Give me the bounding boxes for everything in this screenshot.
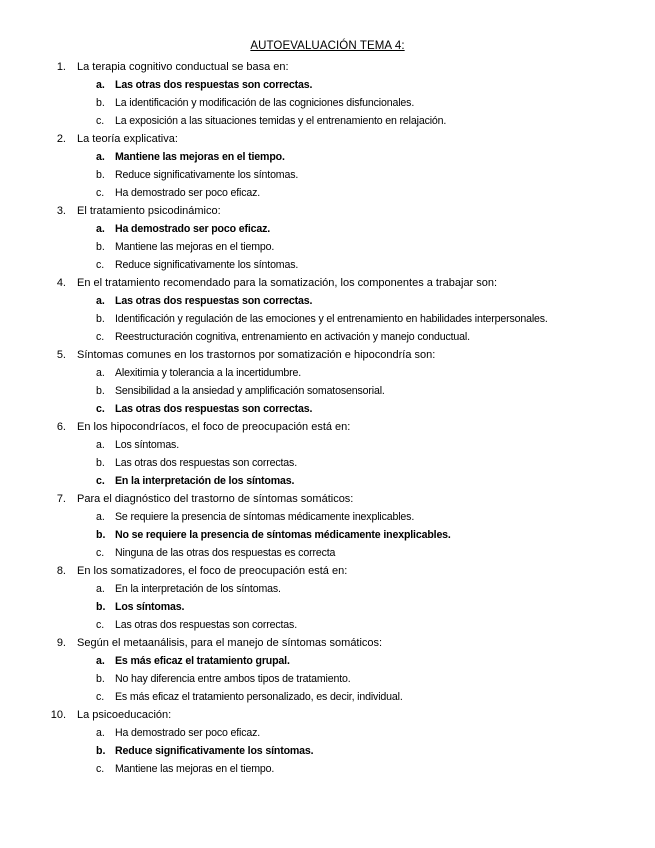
- option-text: Ninguna de las otras dos respuestas es correcta: [115, 547, 336, 559]
- answer-option: [0, 544, 655, 562]
- option-letter: c.: [96, 763, 105, 775]
- answer-option: [0, 382, 655, 400]
- page-title: AUTOEVALUACIÓN TEMA 4:: [250, 40, 405, 52]
- option-letter: a.: [96, 583, 105, 595]
- option-letter: a.: [96, 439, 105, 451]
- option-letter: a.: [96, 79, 105, 91]
- question-6: [0, 418, 655, 490]
- question-4: [0, 274, 655, 346]
- option-text: Ha demostrado ser poco eficaz.: [115, 727, 261, 739]
- option-text: No hay diferencia entre ambos tipos de tratamiento.: [115, 673, 351, 685]
- question-number: 10.: [50, 709, 66, 721]
- question-number: 4.: [56, 277, 66, 289]
- option-letter: b.: [96, 313, 105, 325]
- question-number: 1.: [56, 61, 66, 73]
- answer-option: [0, 166, 655, 184]
- answer-option-correct: [0, 220, 655, 238]
- option-letter: c.: [96, 475, 105, 487]
- question-text: Para el diagnóstico del trastorno de síntomas somáticos:: [77, 493, 354, 505]
- answer-option-correct: [0, 76, 655, 94]
- option-text: Ha demostrado ser poco eficaz.: [115, 187, 261, 199]
- question-text: En los hipocondríacos, el foco de preocupación está en:: [77, 421, 351, 433]
- option-text: Las otras dos respuestas son correctas.: [115, 403, 313, 415]
- question-9: [0, 634, 655, 706]
- answer-option: [0, 760, 655, 778]
- option-letter: c.: [96, 331, 105, 343]
- option-letter: c.: [96, 187, 105, 199]
- question-number: 7.: [56, 493, 66, 505]
- option-letter: b.: [96, 673, 105, 685]
- question-line: [0, 562, 655, 580]
- question-number: 9.: [56, 637, 66, 649]
- option-text: Se requiere la presencia de síntomas médicamente inexplicables.: [115, 511, 415, 523]
- answer-option: [0, 184, 655, 202]
- option-text: Las otras dos respuestas son correctas.: [115, 79, 313, 91]
- question-1: [0, 58, 655, 130]
- option-letter: c.: [96, 115, 105, 127]
- option-letter: a.: [96, 655, 105, 667]
- option-letter: c.: [96, 259, 105, 271]
- question-text: Según el metaanálisis, para el manejo de síntomas somáticos:: [77, 637, 383, 649]
- answer-option: [0, 580, 655, 598]
- answer-option-correct: [0, 652, 655, 670]
- option-text: No se requiere la presencia de síntomas médicamente inexplicables.: [115, 529, 451, 541]
- answer-option: [0, 310, 655, 328]
- option-letter: c.: [96, 691, 105, 703]
- answer-option: [0, 328, 655, 346]
- option-text: Es más eficaz el tratamiento grupal.: [115, 655, 290, 667]
- option-letter: a.: [96, 367, 105, 379]
- question-line: [0, 418, 655, 436]
- question-line: [0, 346, 655, 364]
- answer-option: [0, 364, 655, 382]
- option-text: Reduce significativamente los síntomas.: [115, 259, 299, 271]
- answer-option: [0, 688, 655, 706]
- answer-option: [0, 508, 655, 526]
- question-text: El tratamiento psicodinámico:: [77, 205, 221, 217]
- question-line: [0, 202, 655, 220]
- answer-option: [0, 94, 655, 112]
- answer-option: [0, 616, 655, 634]
- question-number: 3.: [56, 205, 66, 217]
- option-text: Es más eficaz el tratamiento personalizado, es decir, individual.: [115, 691, 403, 703]
- question-line: [0, 706, 655, 724]
- option-letter: a.: [96, 151, 105, 163]
- question-3: [0, 202, 655, 274]
- question-8: [0, 562, 655, 634]
- question-number: 5.: [56, 349, 66, 361]
- option-text: Reestructuración cognitiva, entrenamiento en activación y manejo conductual.: [115, 331, 470, 343]
- answer-option-correct: [0, 400, 655, 418]
- option-text: Reduce significativamente los síntomas.: [115, 169, 299, 181]
- question-line: [0, 490, 655, 508]
- answer-option: [0, 238, 655, 256]
- question-text: La psicoeducación:: [77, 709, 172, 721]
- answer-option: [0, 112, 655, 130]
- question-line: [0, 130, 655, 148]
- option-letter: b.: [96, 529, 106, 541]
- question-text: En los somatizadores, el foco de preocupación está en:: [77, 565, 348, 577]
- answer-option-correct: [0, 598, 655, 616]
- option-text: La exposición a las situaciones temidas y el entrenamiento en relajación.: [115, 115, 447, 127]
- option-text: Mantiene las mejoras en el tiempo.: [115, 151, 285, 163]
- option-text: Mantiene las mejoras en el tiempo.: [115, 763, 275, 775]
- question-number: 6.: [56, 421, 66, 433]
- option-letter: a.: [96, 295, 105, 307]
- answer-option-correct: [0, 526, 655, 544]
- option-letter: b.: [96, 241, 105, 253]
- question-2: [0, 130, 655, 202]
- option-text: En la interpretación de los síntomas.: [115, 583, 281, 595]
- option-text: La identificación y modificación de las cogniciones disfuncionales.: [115, 97, 415, 109]
- option-letter: c.: [96, 547, 105, 559]
- answer-option: [0, 256, 655, 274]
- question-number: 2.: [56, 133, 66, 145]
- option-letter: b.: [96, 169, 105, 181]
- question-list: [0, 58, 655, 778]
- question-line: [0, 274, 655, 292]
- answer-option: [0, 436, 655, 454]
- answer-option: [0, 670, 655, 688]
- option-text: Las otras dos respuestas son correctas.: [115, 619, 297, 631]
- option-text: Las otras dos respuestas son correctas.: [115, 295, 313, 307]
- option-text: Los síntomas.: [115, 601, 185, 613]
- answer-option-correct: [0, 742, 655, 760]
- answer-option-correct: [0, 472, 655, 490]
- option-text: Reduce significativamente los síntomas.: [115, 745, 314, 757]
- option-text: Alexitimia y tolerancia a la incertidumbre.: [115, 367, 302, 379]
- answer-option: [0, 724, 655, 742]
- option-text: En la interpretación de los síntomas.: [115, 475, 295, 487]
- answer-option-correct: [0, 292, 655, 310]
- option-text: Sensibilidad a la ansiedad y amplificación somatosensorial.: [115, 385, 385, 397]
- question-text: La terapia cognitivo conductual se basa en:: [77, 61, 289, 73]
- question-5: [0, 346, 655, 418]
- option-text: Identificación y regulación de las emociones y el entrenamiento en habilidades interpersonales.: [115, 313, 548, 325]
- option-letter: b.: [96, 457, 105, 469]
- option-letter: c.: [96, 619, 105, 631]
- option-letter: b.: [96, 97, 105, 109]
- question-line: [0, 634, 655, 652]
- option-letter: b.: [96, 601, 106, 613]
- question-text: En el tratamiento recomendado para la somatización, los componentes a trabajar son:: [77, 277, 498, 289]
- question-number: 8.: [56, 565, 66, 577]
- option-letter: a.: [96, 511, 105, 523]
- question-text: La teoría explicativa:: [77, 133, 178, 145]
- option-letter: c.: [96, 403, 105, 415]
- option-letter: b.: [96, 385, 105, 397]
- question-line: [0, 58, 655, 76]
- answer-option: [0, 454, 655, 472]
- question-7: [0, 490, 655, 562]
- option-letter: b.: [96, 745, 106, 757]
- question-text: Síntomas comunes en los trastornos por somatización e hipocondría son:: [77, 349, 436, 361]
- option-text: Mantiene las mejoras en el tiempo.: [115, 241, 275, 253]
- answer-option-correct: [0, 148, 655, 166]
- question-10: [0, 706, 655, 778]
- option-text: Ha demostrado ser poco eficaz.: [115, 223, 271, 235]
- option-letter: a.: [96, 727, 105, 739]
- option-text: Los síntomas.: [115, 439, 179, 451]
- option-text: Las otras dos respuestas son correctas.: [115, 457, 297, 469]
- option-letter: a.: [96, 223, 105, 235]
